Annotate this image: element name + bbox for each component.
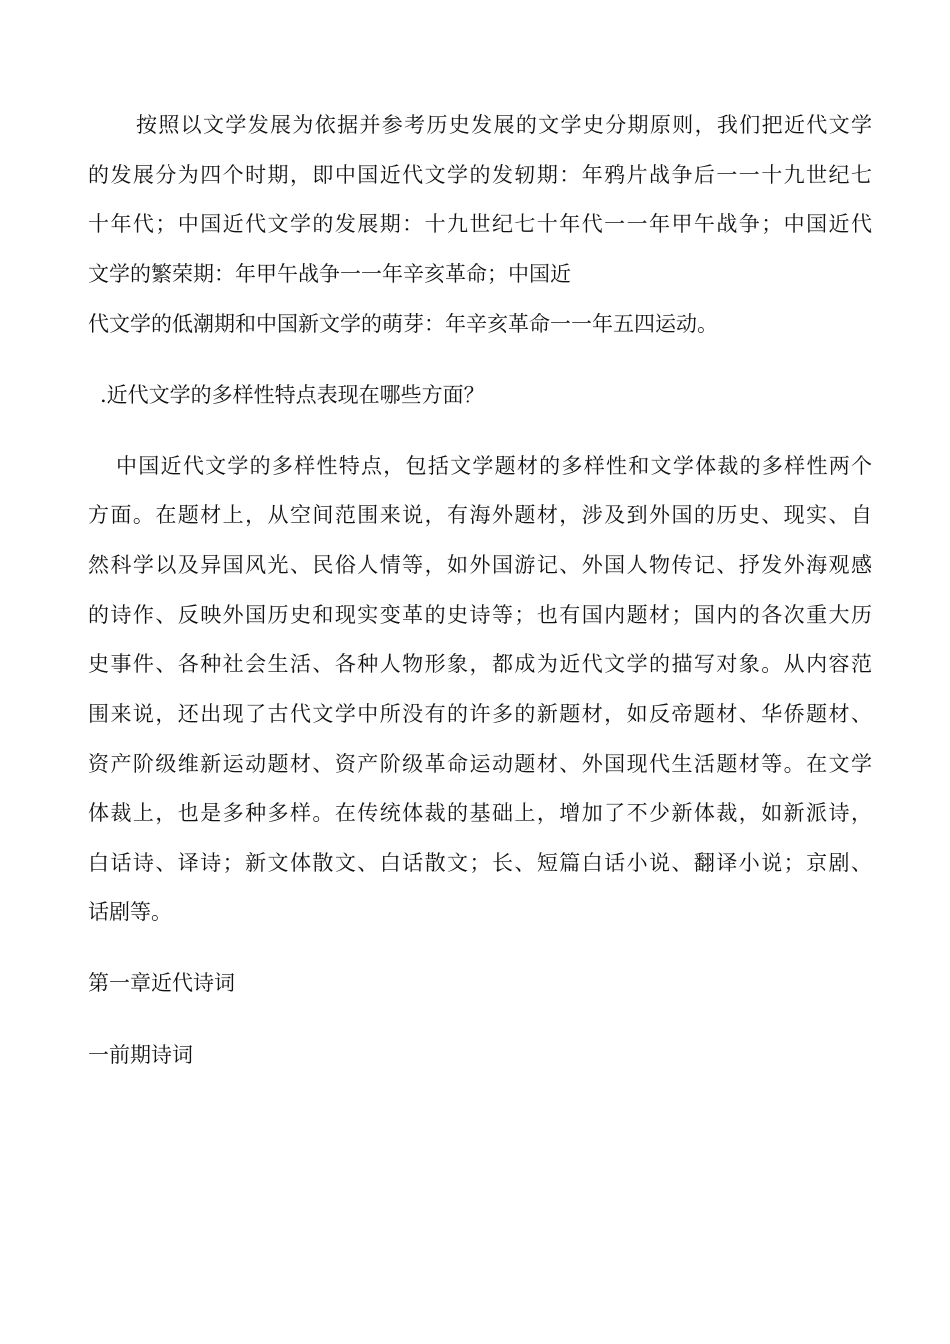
paragraph1-line2: 的发展分为四个时期，即中国近代文学的发轫期：年鸦片战争后一一十九世纪七 [88, 163, 872, 187]
paragraph1-line5: 代文学的低潮期和中国新文学的萌芽：年辛亥革命一一年五四运动。 [88, 312, 718, 336]
section-heading: 一前期诗词 [88, 1043, 193, 1067]
paragraph1-line1: 按照以文学发展为依据并参考历史发展的文学史分期原则，我们把近代文学 [136, 113, 872, 137]
paragraph2-line6: 围来说，还出现了古代文学中所没有的许多的新题材，如反帝题材、华侨题材、 [88, 702, 872, 726]
question-heading: .近代文学的多样性特点表现在哪些方面？ [100, 383, 485, 407]
chapter-heading: 第一章近代诗词 [88, 971, 235, 995]
paragraph2-line3: 然科学以及异国风光、民俗人情等，如外国游记、外国人物传记、抒发外海观感 [88, 553, 872, 577]
paragraph2-line9: 白话诗、译诗；新文体散文、白话散文；长、短篇白话小说、翻译小说；京剧、 [88, 851, 872, 875]
paragraph2-line1: 中国近代文学的多样性特点，包括文学题材的多样性和文学体裁的多样性两个 [116, 454, 872, 478]
paragraph2-line4: 的诗作、反映外国历史和现实变革的史诗等；也有国内题材；国内的各次重大历 [88, 603, 872, 627]
paragraph2-line10: 话剧等。 [88, 900, 172, 924]
paragraph2-line8: 体裁上，也是多种多样。在传统体裁的基础上，增加了不少新体裁，如新派诗， [88, 801, 872, 825]
paragraph1-line3: 十年代；中国近代文学的发展期：十九世纪七十年代一一年甲午战争；中国近代 [88, 212, 872, 236]
paragraph2-line7: 资产阶级维新运动题材、资产阶级革命运动题材、外国现代生活题材等。在文学 [88, 752, 872, 776]
paragraph2-line2: 方面。在题材上，从空间范围来说，有海外题材，涉及到外国的历史、现实、自 [88, 503, 872, 527]
paragraph1-line4: 文学的繁荣期：年甲午战争一一年辛亥革命；中国近 [88, 262, 571, 286]
paragraph2-line5: 史事件、各种社会生活、各种人物形象，都成为近代文学的描写对象。从内容范 [88, 652, 872, 676]
